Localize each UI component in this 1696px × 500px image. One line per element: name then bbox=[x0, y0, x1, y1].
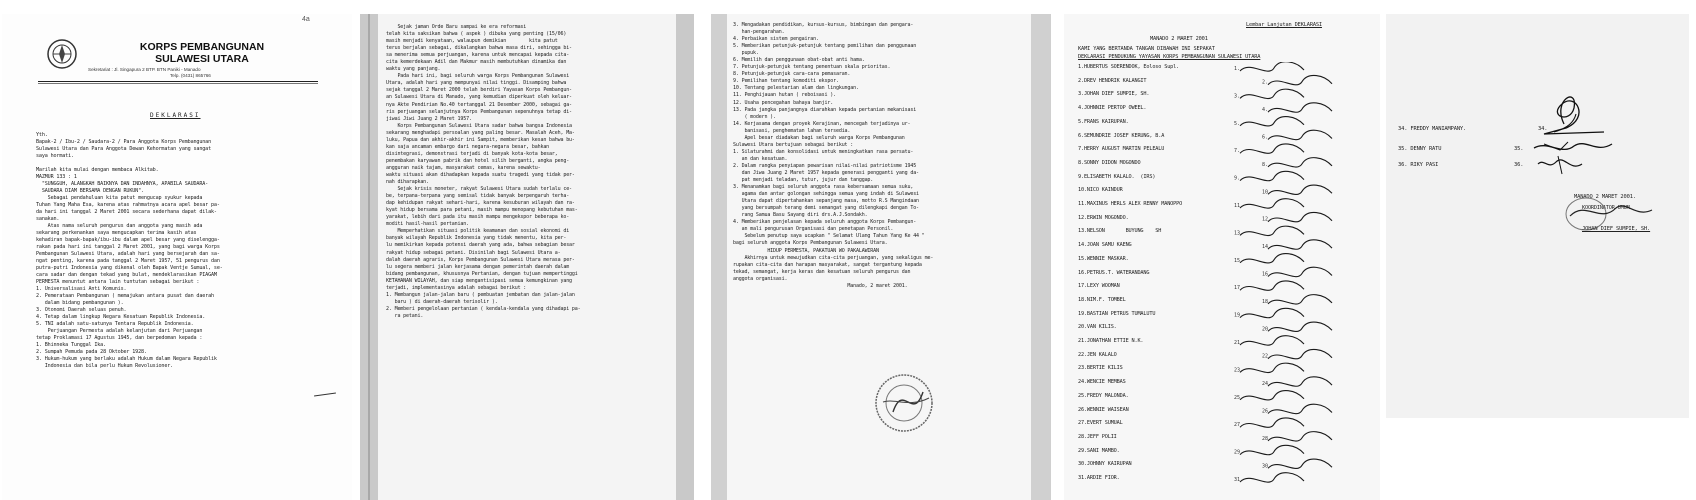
handwritten-signature bbox=[1268, 349, 1332, 358]
handwritten-signature bbox=[1268, 432, 1332, 441]
signatory-name: 21.JONATHAN ETTIE N.K. bbox=[1078, 338, 1144, 344]
handwritten-signature bbox=[1268, 212, 1332, 221]
page-2-paper bbox=[378, 14, 676, 500]
binding-shadow bbox=[368, 14, 370, 500]
name-entry-34: 34. FREDDY MANIAMPANY. bbox=[1398, 126, 1467, 132]
signatory-name: 4.JOHNNIE PERTOP OWEEL. bbox=[1078, 105, 1147, 112]
official-stamp bbox=[873, 372, 935, 434]
sig-number-35: 35. bbox=[1514, 146, 1524, 152]
signature-number: 13. bbox=[1234, 230, 1244, 237]
handwritten-signature bbox=[1268, 404, 1332, 413]
signatory-name: 20.VAN KILIS. bbox=[1078, 324, 1117, 331]
signature-number: 25. bbox=[1234, 394, 1244, 401]
handwritten-signature bbox=[1240, 226, 1304, 235]
signatory-name: 13.NELSON BUYUNG SH bbox=[1078, 228, 1162, 235]
handwritten-signature bbox=[1240, 171, 1304, 180]
signatory-name: 14.JOAN SAMU KAENG bbox=[1078, 242, 1132, 249]
org-name-line1: KORPS PEMBANGUNAN bbox=[139, 41, 265, 53]
handwritten-signature bbox=[1268, 158, 1332, 167]
signatory-name: 7.HERRY AUGUST MARTIN PELEALU bbox=[1078, 146, 1165, 153]
signatory-name: 19.BASTIAN PETRUS TUMALUTU bbox=[1078, 310, 1156, 317]
signatory-name: 22.JEN KALALO bbox=[1078, 351, 1117, 358]
signature-column bbox=[1234, 62, 1374, 494]
signature-number: 31. bbox=[1234, 477, 1244, 483]
signature-number: 29. bbox=[1234, 449, 1244, 456]
organization-logo bbox=[46, 38, 78, 70]
deklarasi-page-1 bbox=[2, 14, 352, 500]
signatory-name: 24.WENCIE MEMBAS bbox=[1078, 379, 1126, 386]
name-entry-36: 36. RIKY PASI bbox=[1398, 162, 1439, 168]
document-body: 3. Mengadakan pendidikan, kursus-kursus, bimbingan dan pengara- han-pengarahan. 4. Perbaikan sistem pengairan. 5. Memberikan petunjuk-petunjuk tentang pemilihan dan penggunaan pupuk. 6. Memilih dan penggunaan obat-obat anti hama. 7. Petunjuk-petunjuk tentang penentuan skala prioritas. 8. Petunjuk-petunjuk cara-cara pemasaran. 9. Pemilihan tentang komoditi ekspor. 10. Tentang pelestarian alam dan lingkungan. 11. Penghijauan hutan ( reboisasi ). 12. Usaha pencegahan bahaya banjir. 13. Pada jangka panjangnya diarahkan kepada pertanian mekanisasi ( modern ). 14. Kerjasama dengan proyek Kerajinan, mencegah terjadinya ur- banisasi, penghematan lahan tersedia. Apel besar diadakan bagi seluruh warga Korps Pembangunan Sulawesi Utara bertujuan sebagai berikut : 1. Silaturahmi dan konsolidasi untuk meningkatkan rasa persatu- an dan kesatuan. 2. Dalam rangka penyiapan pewarisan nilai-nilai patriotisme 1945 dan Jiwa Juang 2 Maret 1957 kepada generasi pengganti yang da- pat menjadi teladan, tutur, jujur dan tanggap. 3. Menanamkan bagi seluruh anggota rasa kebersamaan semua suku, agama dan antar golongan sehingga semua yang indah di Sulawesi Utara dapat dipertahankan sepanjang masa, motto R.S Mangindaan yang bersumpah terang demi semangat yang dilengkapi dengan To- rang Samua Basu Sayang diri drs.A.J.Sondakh. 4. Memberikan penjelasan kepada seluruh anggota Korps Pembangun- an mali pengurusan Organisasi dan penetapan Personil. Sebelum penutup saya ucapkan " Selamat Ulang Tahun Yang Ke 44 " bagi seluruh anggota Korps Pembangunan Sulawesi Utara. HIDUP PERMESTA, PAKATUAN WO PAKALAWIRAN Akhirnya untuk mewujudkan cita-cita perjuangan, yang sekaligus me- rupakan cita-cita dan harapan masyarakat, sangat tergantung kepada tekad, semangat, kerja keras dan kesatuan seluruh pengurus dan anggota organisasi. Manado, 2 maret 2001. bbox=[733, 22, 934, 289]
margin-mark bbox=[314, 392, 336, 396]
signature-number: 2. bbox=[1262, 79, 1269, 86]
date-line: MANADO 2 MARET 2001 bbox=[1150, 36, 1208, 42]
corner-number: 4a bbox=[302, 16, 310, 23]
signature-number: 1. bbox=[1234, 66, 1241, 72]
sig-number-36: 36. bbox=[1514, 162, 1524, 168]
handwritten-signature bbox=[1240, 473, 1304, 482]
coordinator-role: KOORDINATOR UMUM bbox=[1582, 205, 1630, 211]
signature-number: 9. bbox=[1234, 175, 1241, 182]
handwritten-signature bbox=[1240, 445, 1304, 454]
signatory-name: 3.JOHAN DIEF SUMPIE, SH. bbox=[1078, 91, 1150, 98]
signature-number: 6. bbox=[1262, 134, 1269, 141]
handwritten-signature bbox=[1240, 308, 1304, 317]
handwritten-signature bbox=[1240, 336, 1304, 345]
handwritten-signature bbox=[1240, 363, 1304, 372]
signature-number: 15. bbox=[1234, 257, 1244, 264]
handwritten-signature bbox=[1240, 254, 1304, 263]
signatory-name: 16.PETRUS.T. WATERANDANG bbox=[1078, 269, 1150, 276]
handwritten-signature bbox=[1240, 199, 1304, 208]
signatory-name: 8.SONNY DIDON MOGONDO bbox=[1078, 159, 1141, 166]
signature-number: 14. bbox=[1262, 244, 1272, 251]
signature-number: 8. bbox=[1262, 161, 1269, 168]
signatory-name: 25.FREDY MALONDA. bbox=[1078, 392, 1129, 399]
header-divider-thin bbox=[38, 83, 318, 84]
signatory-name: 5.FRANS KAIRUPAN. bbox=[1078, 118, 1129, 125]
signatory-name: 10.NICO KAINDUR bbox=[1078, 187, 1123, 194]
handwritten-signature bbox=[1268, 267, 1332, 276]
signature-number: 7. bbox=[1234, 148, 1241, 155]
continuation-header: Lembar Lanjutan DEKLARASI bbox=[1246, 22, 1322, 28]
signature-number: 4. bbox=[1262, 107, 1269, 114]
signature-number: 5. bbox=[1234, 120, 1241, 127]
handwritten-signature bbox=[1240, 89, 1304, 98]
signature-number: 17. bbox=[1234, 285, 1244, 292]
handwritten-signature bbox=[1268, 75, 1332, 84]
signatures bbox=[1504, 74, 1624, 194]
signature-number: 23. bbox=[1234, 367, 1244, 374]
handwritten-signature bbox=[1240, 144, 1304, 153]
signature-number: 3. bbox=[1234, 93, 1241, 100]
signatory-name: 9.ELISABETH KALALO. (IRS) bbox=[1078, 173, 1156, 180]
handwritten-signature bbox=[1268, 322, 1332, 331]
signature-number: 19. bbox=[1234, 312, 1244, 319]
signatory-name: 30.JOHNNY KAIRUPAN bbox=[1078, 461, 1132, 468]
signatory-name: 11.MAXINUS HERLS ALEX RENNY MANOPPO bbox=[1078, 201, 1183, 207]
signatory-name: 2.DREV HENDRIK KALANGIT bbox=[1078, 77, 1147, 84]
document-title: DEKLARASI bbox=[150, 112, 201, 119]
handwritten-signature bbox=[1240, 281, 1304, 290]
signature-number: 20. bbox=[1262, 326, 1272, 333]
document-body: Sejak jaman Orde Baru sampai ke era reformasi telah kita saksikan bahwa ( aspek ) dibuka yang penting (15/06) masih menjadi kenyataan, walaupun demikian kita patut terus berjalan sebagai, dikalangkan bahwa masa diri, sehingga bi- sa menerima semua perjuangan, karena untuk mencapai kepada cita- cita kemerdekaan Adil dan Makmur masih membutuhkan dinamika dan waktu yang panjang. Pada hari ini, bagi seluruh warga Korps Pembangunan Sulawesi Utara, adalah hari yang mempunyai nilai tinggi. Disamping bahwa sejak tanggal 2 Maret 2000 telah berdiri Yayasan Korps Pembangun- an Sulawesi Utara di Manado, yang kemudian diperkuat oleh keluar- nya Akte Pendirian No.40 tertanggal 21 Desember 2000, sebagai ga- ris perjuangan selanjutnya Korps Pembangunan sepenuhnya tetap di- jiwai Jiwi Juang 2 Maret 1957. Korps Pembangunan Sulawesi Utara sadar bahwa bangsa Indonesia sekarang menghadapi persoalan yang paling besar. Masalah Aceh, Ma- luku, Papua dan akhir-akhir ini Sampit, memberikan kesan bahwa bu- kan saja ancaman embargo dari negara-negara besar, bahkan disintegrasi, demonstrasi terjadi di banyak kota-kota besar, penembakan karyawan pabrik dan hotel silih berganti, angka peng- angguran naik tajam, masyarakat cemas, karena sewaktu- waktu situasi akan dihadapkan kepada suatu tragedi yang tidak per- nah diharapkan. Sejak krisis moneter, rakyat Sulawesi Utara sudah terlalu ce- be, terpana-terpana yang semisal tidak banyak berpengaruh terha- dap kehidupan rakyat sehari-hari, karena kesuburan wilayah dan ra- kyat hidup bersama para petani, masih mampu menopang kebutuhan mas- yarakat, lebih dari pada itu masih mampu mengekspor beberapa ko- moditi hasil-hasil pertanian. Memperhatikan situasi politik keamanan dan sosial ekonomi di banyak wilayah Republik Indonesia yang tidak menentu, kita per- lu memikirkan kepada potensi daerah yang ada, bahwa sebagian besar rakyat hidup sebagai petani. Disinilah bagi Sulawesi Utara a- dalah daerah agraris, Korps Pembangunan Sulawesi Utara merasa per- lu segera memberi jalan kerjasama dengan pemerintah daerah dalam bidang pembangunan, khususnya Pertanian, dengan tujuan mempertinggi KETAHANAN WILAYAH, dan siap mengantisipasi semua kemungkinan yang terjadi, implementasinya adalah sebagai berikut : 1. Membangun jalan-jalan baru ( pembuatan jembatan dan jalan-jalan baru ) di daerah-daerah terisolir ). 2. Memberi pengelolaan pertanian ( kendala-kendala yang dihadapi pa- ra petani. bbox=[386, 24, 581, 319]
signature-number: 18. bbox=[1262, 298, 1272, 305]
handwritten-signature bbox=[1240, 62, 1304, 71]
signatory-name: 29.SANI MAMBO. bbox=[1078, 447, 1120, 454]
signature-number: 10. bbox=[1262, 189, 1272, 196]
signature-number: 12. bbox=[1262, 216, 1272, 223]
header-divider bbox=[38, 81, 318, 82]
handwritten-signature bbox=[1268, 240, 1332, 249]
signatory-name: 28.JEFF POLII bbox=[1078, 433, 1117, 440]
signatory-name: 31.ARDIE FIOR. bbox=[1078, 475, 1120, 481]
signature-number: 21. bbox=[1234, 340, 1244, 346]
sig-number-34: 34. bbox=[1538, 126, 1548, 132]
intro-line-2: DEKLARASI PENDUKUNG YAYASAN KORPS PEMBANGUNAN SULAWESI UTARA bbox=[1078, 54, 1261, 60]
signatory-name: 17.LEXY WOOMAN bbox=[1078, 283, 1120, 290]
signature-number: 26. bbox=[1262, 408, 1272, 415]
signatory-name: 18.NIM.F. TOMBEL bbox=[1078, 296, 1126, 303]
coordinator-name: JOHAN DIEF SUMPIE, SH. bbox=[1582, 226, 1651, 232]
handwritten-signature bbox=[1268, 377, 1332, 386]
page-3-paper bbox=[727, 14, 1031, 500]
deklarasi-page-4 bbox=[1064, 14, 1380, 500]
deklarasi-page-2 bbox=[360, 14, 694, 500]
signatory-name: 12.ERWIN MOGONDO. bbox=[1078, 214, 1129, 221]
org-name-line2: SULAWESI UTARA bbox=[155, 53, 249, 65]
deklarasi-page-5 bbox=[1386, 14, 1689, 418]
signature-number: 11. bbox=[1234, 203, 1244, 209]
signature-number: 27. bbox=[1234, 422, 1244, 429]
place-date: MANADO 2 MARET 2001. bbox=[1574, 194, 1636, 200]
name-entry-35: 35. DENNY RATU bbox=[1398, 146, 1442, 152]
org-phone: Telp. (0431) 865766 bbox=[170, 73, 211, 78]
signatory-name: 1.HUBERTUS SOERENDOK, Eoloso Supl. bbox=[1078, 64, 1180, 70]
handwritten-signature bbox=[1240, 391, 1304, 400]
org-address: Sekretariat : Jl. Singapura 2 BTP. BTN Paniki - Manado bbox=[88, 67, 201, 72]
signatory-name: 26.WENNIE WAISEAN bbox=[1078, 406, 1129, 413]
signatory-name: 6.SEMUNDRIE JOSEF KERUNG, B.A bbox=[1078, 132, 1165, 139]
handwritten-signature bbox=[1268, 103, 1332, 112]
signature-number: 24. bbox=[1262, 381, 1272, 388]
handwritten-signature bbox=[1240, 418, 1304, 427]
signature-number: 30. bbox=[1262, 463, 1272, 470]
signatory-name: 27.EVERT SUMUAL bbox=[1078, 420, 1123, 427]
handwritten-signature bbox=[1268, 130, 1332, 139]
deklarasi-page-3 bbox=[711, 14, 1051, 500]
handwritten-signature bbox=[1240, 117, 1304, 126]
signatory-name: 15.WENNIE MASKAR. bbox=[1078, 255, 1129, 262]
document-body: Yth. Bapak-2 / Ibu-2 / Saudara-2 / Para Anggota Korps Pembangunan Sulawesi Utara dan Para Anggota Dewan Kehormatan yang sangat saya hormati. Marilah kita mulai dengan membaca Alkitab. MAZMUR 133 : 1 "SUNGGUH, ALANGKAH BAIKNYA DAN INDAHNYA, APABILA SAUDARA- SAUDARA DIAM BERSAMA DENGAN RUKUN". Sebagai pendahuluan kita patut mengucap syukur kepada Tuhan Yang Maha Esa, karena atas rahmatnya acara apel besar pa- da hari ini tanggal 2 Maret 2001 secara sederhana dapat dilak- sanakan. Atas nama seluruh pengurus dan anggota yang masih ada sekarang perkenankan saya mengucapkan terima kasih atas kehadiran bapak-bapak/ibu-ibu dalam apel besar yang diselengga- rakan pada hari ini tanggal 2 Maret 2001, yang bagi warga Korps Pembangunan Sulawesi Utara, adalah hari yang bersejarah dan sa- ngat penting, karena pada tanggal 2 Maret 1957, 51 pengurus dan putra-putri Indonesia yang dikenal oleh Bapak Ventje Sumual, se- cara sadar dan dengan tekad yang bulat, mendeklarasikan PIAGAM PERMESTA menuntut antara lain tuntutan sebagai berikut : 1. Universalisasi Anti Komunis. 2. Pemerataan Pembangunan ( memajukan antara pusat dan daerah dalam bidang pembangunan ). 3. Otonomi Daerah seluas penuh. 4. Tetap dalam lingkup Negara Kesatuan Republik Indonesia. 5. TNI adalah satu-satunya Tentara Republik Indonesia. Perjuangan Permesta adalah kelanjutan dari Perjuangan tetap Proklamasi 17 Agustus 1945, dan berpedoman kepada : 1. Bhinneka Tunggal Ika. 2. Sumpah Pemuda pada 28 Oktober 1928. 3. Hukum-hukum yang berlaku adalah Hukum dalam Negara Republik Indonesia dan bila perlu Hukum Revolusioner. bbox=[36, 132, 223, 369]
handwritten-signature bbox=[1268, 185, 1332, 194]
signature-number: 16. bbox=[1262, 271, 1272, 278]
signature-number: 28. bbox=[1262, 435, 1272, 442]
intro-line-1: KAMI YANG BERTANDA TANGAN DIBAWAH INI SEPAKAT bbox=[1078, 46, 1215, 52]
signature-number: 22. bbox=[1262, 353, 1272, 360]
signatory-name: 23.BERTIE KILIS bbox=[1078, 365, 1123, 372]
handwritten-signature bbox=[1268, 295, 1332, 304]
handwritten-signature bbox=[1268, 459, 1332, 468]
